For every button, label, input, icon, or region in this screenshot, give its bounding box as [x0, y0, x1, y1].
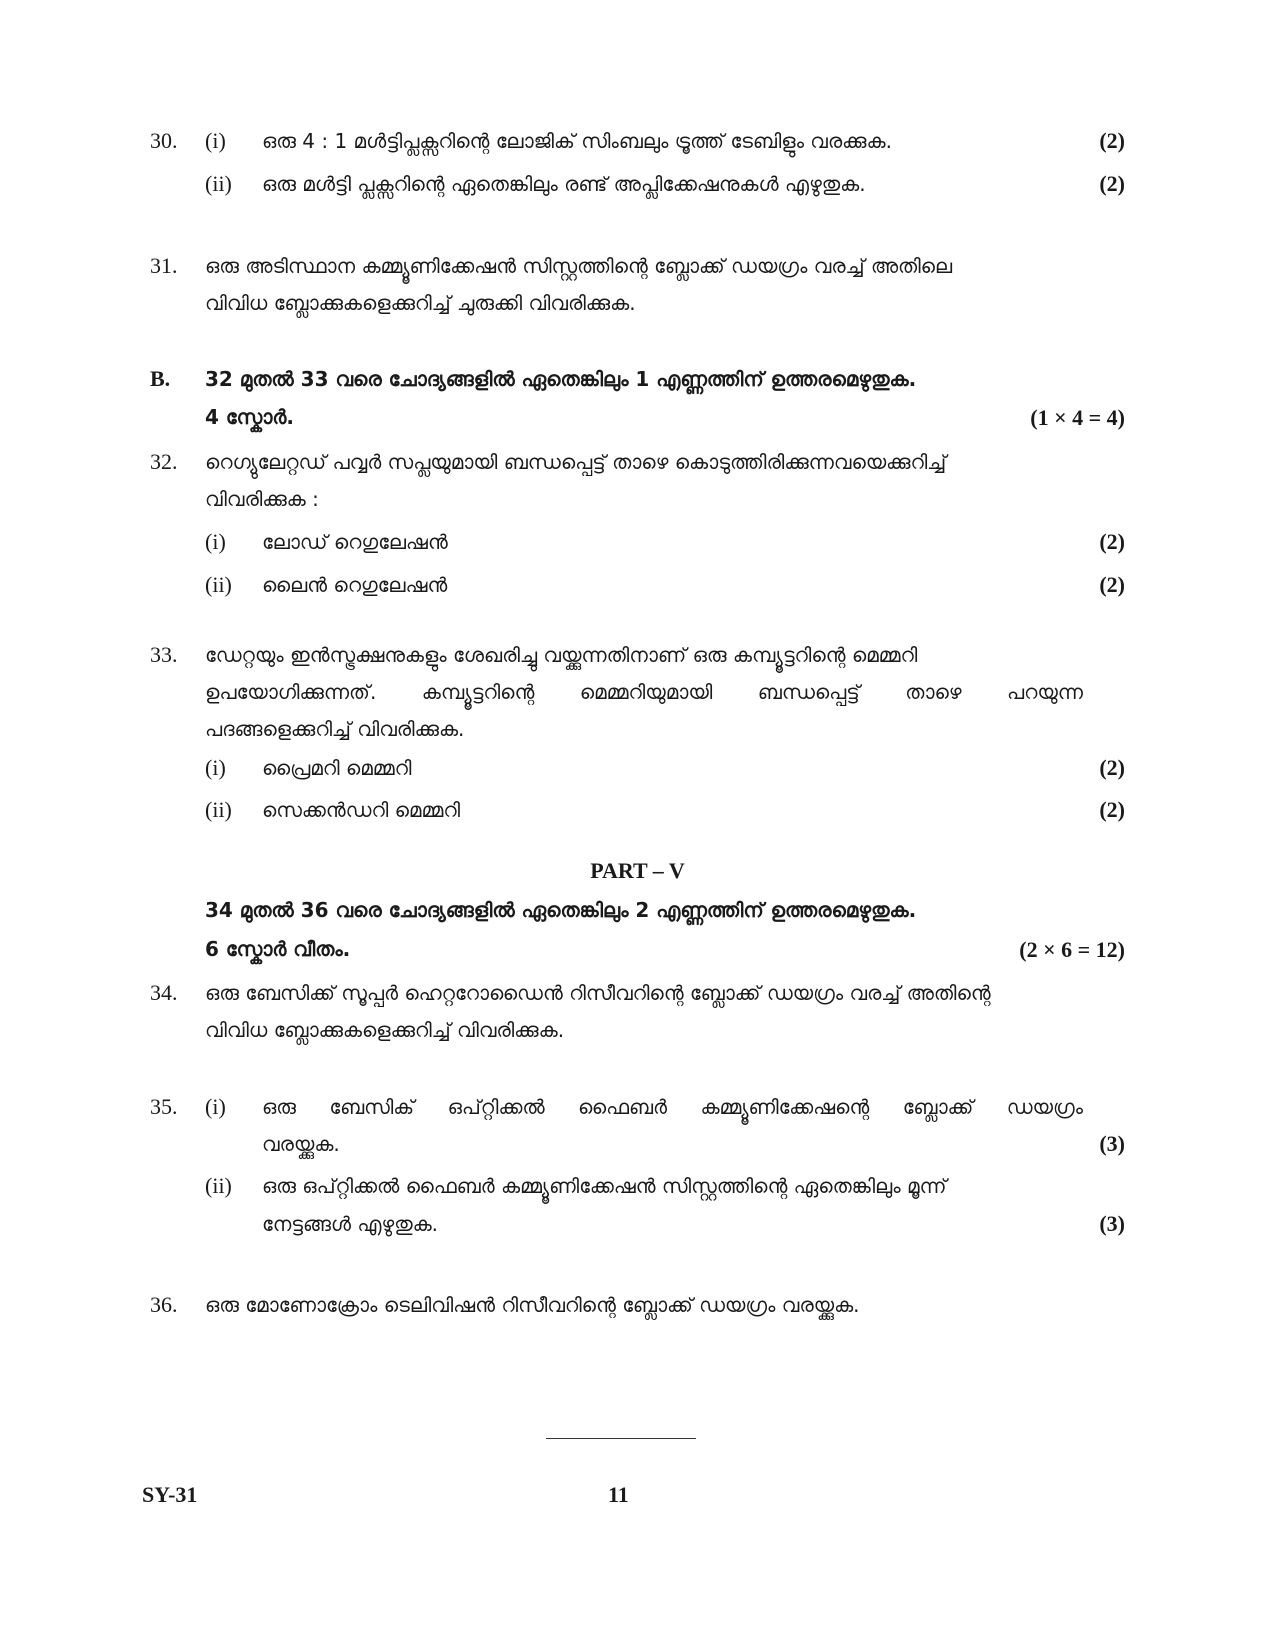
section-label: B.	[150, 366, 171, 391]
sub-question-number: (i)	[205, 1094, 226, 1119]
section-marks: (1 × 4 = 4)	[1030, 405, 1125, 430]
marks-label: (2)	[1099, 572, 1125, 597]
sub-question-text: ലോഡ് റെഗുലേഷൻ	[262, 530, 448, 554]
end-divider	[546, 1438, 696, 1439]
sub-question-number: (ii)	[205, 572, 232, 597]
question-text: ഉപയോഗിക്കുന്നത്. കമ്പ്യൂട്ടറിന്റെ മെമ്മറിയുമായി ബന്ധപ്പെട്ട് താഴെ പറയുന്ന	[205, 680, 1083, 704]
sub-question-number: (ii)	[205, 1173, 232, 1198]
sub-question-number: (ii)	[205, 171, 232, 196]
question-number: 33.	[150, 642, 178, 667]
sub-question-text: ഒരു മൾട്ടി പ്ലക്സറിന്റെ ഏതെങ്കിലും രണ്ട് അപ്ലിക്കേഷനുകൾ എഴുതുക.	[262, 172, 866, 196]
question-text: ഒരു അടിസ്ഥാന കമ്മ്യൂണിക്കേഷൻ സിസ്റ്റത്തിന്റെ ബ്ലോക്ക് ഡയഗ്രം വരച്ച് അതിലെ	[205, 254, 953, 278]
section-score-note: 6 സ്കോർ വീതം.	[205, 937, 351, 961]
paper-code: SY-31	[142, 1482, 198, 1507]
question-number: 30.	[150, 128, 178, 153]
section-instruction: 34 മുതൽ 36 വരെ ചോദ്യങ്ങളിൽ ഏതെങ്കിലും 2 എണ്ണത്തിന് ഉത്തരമെഴുതുക.	[205, 898, 917, 922]
question-text: റെഗ്യുലേറ്റഡ് പവ്വർ സപ്ലയുമായി ബന്ധപ്പെട്ട് താഴെ കൊടുത്തിരിക്കുന്നവയെക്കുറിച്ച്	[205, 450, 947, 474]
sub-question-text: സെക്കൻഡറി മെമ്മറി	[262, 798, 461, 822]
sub-question-text: നേട്ടങ്ങൾ എഴുതുക.	[262, 1212, 439, 1236]
question-text: ഡേറ്റയും ഇൻസ്ട്രക്ഷനുകളും ശേഖരിച്ചു വയ്ക്കുന്നതിനാണ് ഒരു കമ്പ്യൂട്ടറിന്റെ മെമ്മറി	[205, 643, 918, 667]
marks-label: (2)	[1099, 529, 1125, 554]
page-number: 11	[608, 1482, 629, 1507]
question-text: ഒരു ബേസിക്ക് സൂപ്പർ ഹെറ്ററോഡൈൻ റിസീവറിന്റെ ബ്ലോക്ക് ഡയഗ്രം വരച്ച് അതിന്റെ	[205, 981, 991, 1005]
marks-label: (2)	[1099, 171, 1125, 196]
sub-question-text: പ്രൈമറി മെമ്മറി	[262, 756, 412, 780]
marks-label: (2)	[1099, 797, 1125, 822]
sub-question-text: ലൈൻ റെഗുലേഷൻ	[262, 573, 448, 597]
sub-question-text: ഒരു ഒപ്റ്റിക്കൽ ഫൈബർ കമ്മ്യൂണിക്കേഷൻ സിസ്റ്റത്തിന്റെ ഏതെങ്കിലും മൂന്ന്	[262, 1174, 947, 1198]
sub-question-number: (ii)	[205, 797, 232, 822]
sub-question-number: (i)	[205, 529, 226, 554]
sub-question-text: ഒരു 4 : 1 മൾട്ടിപ്ലക്സറിന്റെ ലോജിക് സിംബലും ട്രൂത്ത് ടേബിളും വരക്കുക.	[262, 129, 892, 153]
marks-label: (2)	[1099, 128, 1125, 153]
question-number: 34.	[150, 980, 178, 1005]
question-text: പദങ്ങളെക്കുറിച്ച് വിവരിക്കുക.	[205, 717, 465, 741]
section-instruction: 32 മുതൽ 33 വരെ ചോദ്യങ്ങളിൽ ഏതെങ്കിലും 1 എണ്ണത്തിന് ഉത്തരമെഴുതുക.	[205, 367, 917, 391]
sub-question-number: (i)	[205, 128, 226, 153]
question-number: 32.	[150, 449, 178, 474]
marks-label: (3)	[1099, 1131, 1125, 1156]
question-text: വിവിധ ബ്ലോക്കുകളെക്കുറിച്ച് ചുരുക്കി വിവരിക്കുക.	[205, 291, 636, 315]
question-number: 36.	[150, 1292, 178, 1317]
section-marks: (2 × 6 = 12)	[1019, 937, 1125, 962]
sub-question-text: ഒരു ബേസിക് ഒപ്റ്റിക്കൽ ഫൈബർ കമ്മ്യൂണിക്കേഷന്റെ ബ്ലോക്ക് ഡയഗ്രം	[262, 1095, 1083, 1119]
sub-question-number: (i)	[205, 755, 226, 780]
part-title: PART – V	[590, 858, 685, 883]
sub-question-text: വരയ്ക്കുക.	[262, 1132, 340, 1156]
marks-label: (3)	[1099, 1211, 1125, 1236]
question-number: 31.	[150, 253, 178, 278]
question-text: വിവരിക്കുക :	[205, 487, 319, 511]
question-text: വിവിധ ബ്ലോക്കുകളെക്കുറിച്ച് വിവരിക്കുക.	[205, 1018, 565, 1042]
question-text: ഒരു മോണോക്രോം ടെലിവിഷൻ റിസീവറിന്റെ ബ്ലോക്ക് ഡയഗ്രം വരയ്ക്കുക.	[205, 1293, 860, 1317]
section-score-note: 4 സ്കോർ.	[205, 405, 294, 429]
marks-label: (2)	[1099, 755, 1125, 780]
question-number: 35.	[150, 1094, 178, 1119]
